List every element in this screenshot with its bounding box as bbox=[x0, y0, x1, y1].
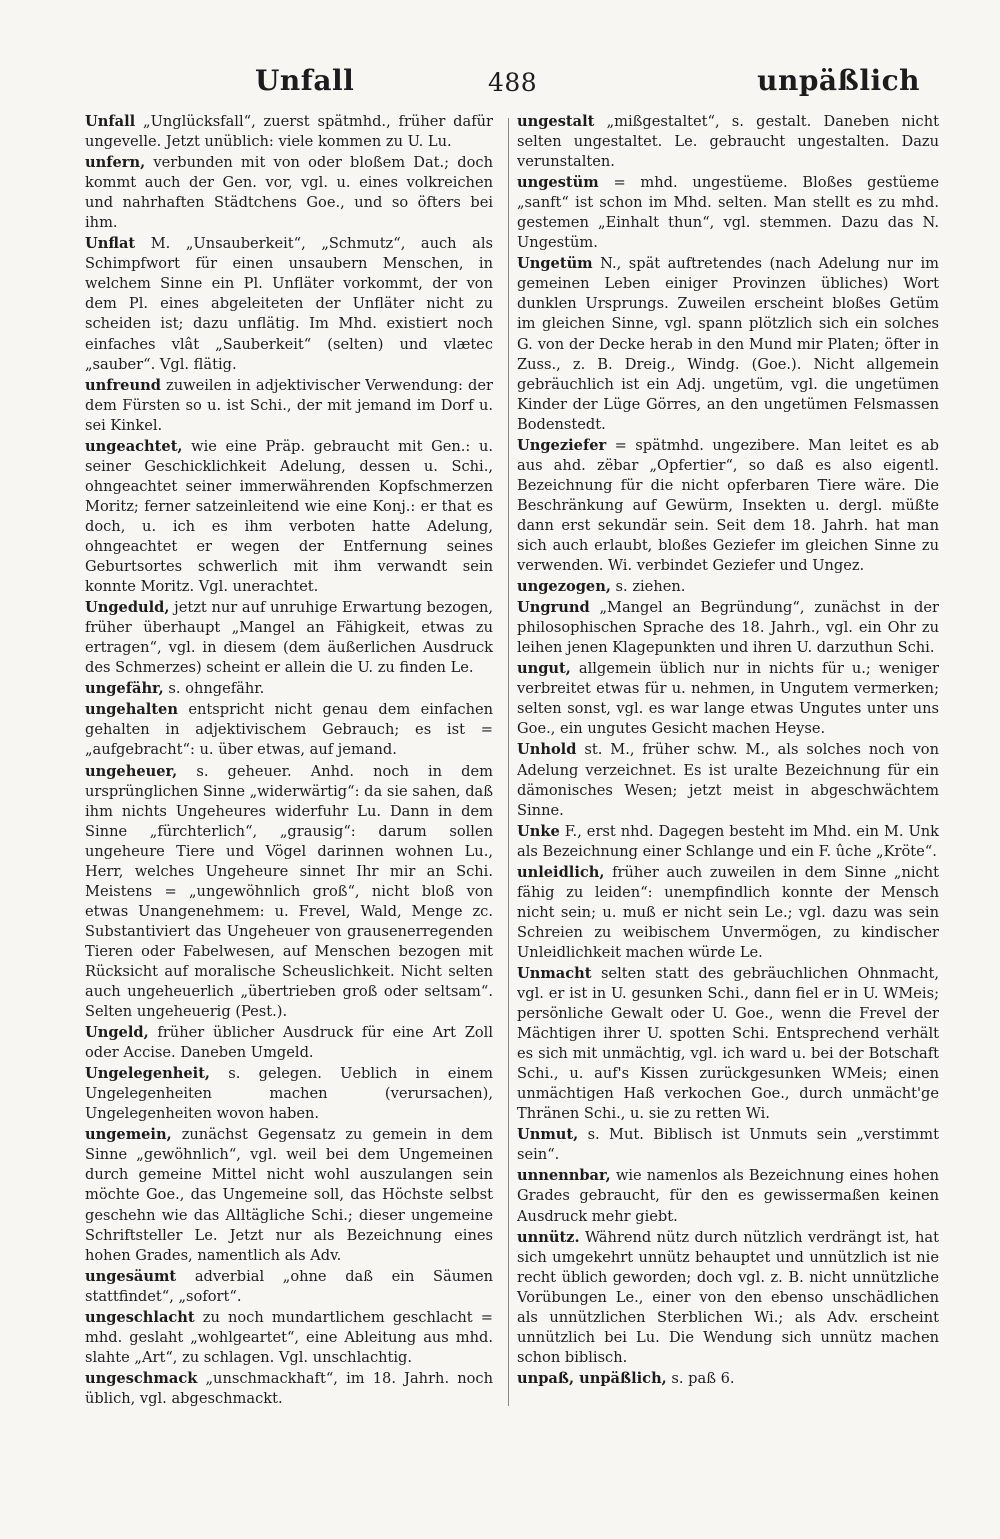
entry-text: s. paß 6. bbox=[666, 1369, 735, 1387]
entry-text: früher üblicher Ausdruck für eine Art Zoll oder Accise. Daneben Umgeld. bbox=[85, 1024, 493, 1062]
entry-headword: ungesäumt bbox=[85, 1267, 177, 1285]
running-head-right: unpäßlich bbox=[757, 64, 920, 97]
entry-text: adverbial „ohne daß ein Säumen stattfindet“, „sofort“. bbox=[85, 1267, 493, 1305]
entry-text: F., erst nhd. Dagegen besteht im Mhd. ein M. Unk als Bezeichnung einer Schlange und ein F. ûche „Kröte“. bbox=[517, 822, 939, 860]
entry-text: s. geheuer. Anhd. noch in dem ursprünglichen Sinne „widerwärtig“: da sie sahen, daß ihm nichts Ungeheures widerfuhr Lu. Dann in dem Sinne „fürchterlich“, „grausig“: darum sollen ungeheure Tiere und Vögel darinnen wohnen Lu., Herr, welches Ungeheure sinnet Ihr mir an Schi. Meistens = „ungewöhnlich groß“, nicht bloß von etwas Unangenehmem: u. Frevel, Wald, Menge zc. Substantiviert das Ungeheuer von grausenerregenden Tieren oder Fabelwesen, auf Menschen bezogen mit Rücksicht auf moralische Scheuslichkeit. Nicht selten auch ungeheuerlich „übertrieben groß oder seltsam“. Selten ungeheuerig (Pest.). bbox=[85, 762, 493, 1021]
entry-text: zunächst Gegensatz zu gemein in dem Sinne „gewöhnlich“, vgl. weil bei dem Ungemeinen durch gemeine Mittel nicht wohl auszulangen sein möchte Goe., das Ungemeine soll, das Höchste selbst geschehn wie das Alltägliche Schi.; dieser ungemeine Schriftsteller Le. Jetzt nur als Bezeichnung eines hohen Grades, namentlich als Adv. bbox=[85, 1126, 493, 1264]
dictionary-entry bbox=[517, 964, 939, 1124]
entry-text: allgemein üblich nur in nichts für u.; weniger verbreitet etwas für u. nehmen, in Ungutem vermerken; selten sonst, vgl. es war lange etwas Ungutes unter uns Goe., ein ungutes Gesicht machen Heyse. bbox=[517, 660, 939, 738]
dictionary-entry bbox=[517, 173, 939, 253]
dictionary-entry bbox=[85, 762, 493, 1023]
dictionary-entry bbox=[85, 112, 493, 152]
entry-headword: Unke bbox=[517, 822, 560, 840]
entry-headword: ungezogen, bbox=[517, 578, 611, 596]
entry-text: entspricht nicht genau dem einfachen gehalten in adjektivischem Gebrauch; es ist = „aufgebracht“: u. über etwas, auf jemand. bbox=[85, 701, 493, 759]
entry-headword: ungemein, bbox=[85, 1126, 172, 1144]
entry-headword: ungestalt bbox=[517, 113, 595, 130]
entry-text: s. ohngefähr. bbox=[163, 680, 265, 698]
entry-headword: ungut, bbox=[517, 660, 571, 678]
entry-text: verbunden mit von oder bloßem Dat.; doch kommt auch der Gen. vor, vgl. u. eines volkreichen und nahrhaften Städtchens Goe., und so öfters bei ihm. bbox=[85, 154, 493, 232]
dictionary-entry bbox=[517, 1125, 939, 1165]
entry-headword: Unflat bbox=[85, 235, 136, 253]
entry-headword: Unmut, bbox=[517, 1126, 579, 1144]
entry-text: „Unglücksfall“, zuerst spätmhd., früher dafür ungevelle. Jetzt unüblich: viele kommen zu U. Lu. bbox=[85, 113, 493, 151]
entry-headword: unfreund bbox=[85, 376, 161, 394]
entry-headword: Ungeziefer bbox=[517, 436, 607, 454]
dictionary-entry bbox=[85, 1369, 493, 1409]
dictionary-entry bbox=[85, 1064, 493, 1124]
dictionary-entry bbox=[85, 1308, 493, 1368]
entry-text: M. „Unsauberkeit“, „Schmutz“, auch als Schimpfwort für einen unsaubern Menschen, in welchem Sinne ein Pl. Unfläter vorkommt, der von dem Pl. eines abgeleiteten der Unfläter nicht zu scheiden ist; dazu unflätig. Im Mhd. existiert noch einfaches vlât „Sauberkeit“ (selten) und vlætec „sauber“. Vgl. flätig. bbox=[85, 235, 493, 373]
dictionary-entry bbox=[517, 740, 939, 820]
entry-text: „Mangel an Begründung“, zunächst in der philosophischen Sprache des 18. Jahrh., vgl. ein Ohr zu leihen jenen Klagepunkten und ihren U. darzuthun Schi. bbox=[517, 599, 939, 657]
entry-headword: ungeschmack bbox=[85, 1369, 198, 1387]
dictionary-entry bbox=[85, 376, 493, 436]
entry-text: früher auch zuweilen in dem Sinne „nicht fähig zu leiden“: unempfindlich konnte der Mensch nicht sein; u. muß er nicht sein Le.; vgl. dazu was sein Schreien zu weibischem Unvermögen, zu kindischer Unleidlichkeit machen würde Le. bbox=[517, 863, 939, 961]
entry-headword: Unmacht bbox=[517, 964, 592, 982]
dictionary-entry bbox=[517, 1166, 939, 1226]
left-column bbox=[85, 112, 493, 1410]
entry-text: wie eine Präp. gebraucht mit Gen.: u. seiner Geschicklichkeit Adelung, dessen u. Schi., ohngeachtet seiner immerwährenden Kopfschmerzen Moritz; ferner satzeinleitend wie eine Konj.: er that es doch, u. ich es ihm verboten hatte Adelung, ohngeachtet er wegen der Entfernung seines Geburtsortes schwerlich mit ihm verwandt sein konnte Moritz. Vgl. unerachtet. bbox=[85, 437, 493, 596]
entry-headword: ungeachtet, bbox=[85, 437, 183, 455]
dictionary-entry bbox=[85, 437, 493, 597]
dictionary-entry bbox=[85, 598, 493, 678]
running-head-left: Unfall bbox=[255, 64, 355, 97]
dictionary-entry bbox=[85, 153, 493, 233]
entry-headword: ungehalten bbox=[85, 701, 178, 719]
entry-text: = spätmhd. ungezibere. Man leitet es ab aus ahd. zëbar „Opfertier“, so daß es also eigentl. Bezeichnung für die nicht opferbaren Tiere wäre. Die Beschränkung auf Gewürm, Insekten u. dergl. müßte dann erst sekundär sein. Seit dem 18. Jahrh. hat man sich auch erlaubt, bloßes Geziefer im gleichen Sinne zu verwenden. Wi. verbindet Geziefer und Ungez. bbox=[517, 436, 939, 575]
dictionary-entry bbox=[85, 1125, 493, 1265]
entry-text: s. gelegen. Ueblich in einem Ungelegenheiten machen (verursachen), Ungelegenheiten wovon haben. bbox=[85, 1065, 493, 1123]
entry-text: „unschmackhaft“, im 18. Jahrh. noch üblich, vgl. abgeschmackt. bbox=[85, 1369, 493, 1407]
entry-headword: Unfall bbox=[85, 113, 136, 130]
dictionary-entry bbox=[517, 863, 939, 963]
dictionary-entry bbox=[85, 679, 493, 699]
entry-headword: unnütz. bbox=[517, 1228, 580, 1246]
entry-headword: Unhold bbox=[517, 741, 577, 759]
page-header bbox=[85, 64, 930, 108]
entry-headword: unfern, bbox=[85, 154, 146, 172]
entry-headword: ungefähr, bbox=[85, 680, 164, 698]
entry-text: wie namenlos als Bezeichnung eines hohen Grades gebraucht, für den es gewissermaßen keinen Ausdruck mehr giebt. bbox=[517, 1167, 939, 1225]
dictionary-entry bbox=[85, 234, 493, 374]
entry-headword: ungeheuer, bbox=[85, 762, 178, 780]
column-divider bbox=[508, 118, 509, 1406]
entry-headword: Ungelegenheit, bbox=[85, 1065, 211, 1083]
dictionary-entry bbox=[85, 1267, 493, 1307]
dictionary-entry bbox=[517, 254, 939, 434]
entry-text: s. Mut. Biblisch ist Unmuts sein „verstimmt sein“. bbox=[517, 1126, 939, 1164]
dictionary-entry bbox=[517, 1369, 939, 1389]
entry-headword: Ungrund bbox=[517, 599, 590, 617]
entry-text: „mißgestaltet“, s. gestalt. Daneben nicht selten ungestaltet. Le. gebraucht ungestalten. Dazu verunstalten. bbox=[517, 113, 939, 171]
right-column bbox=[517, 112, 939, 1390]
entry-headword: ungeschlacht bbox=[85, 1308, 195, 1326]
entry-text: selten statt des gebräuchlichen Ohnmacht, vgl. er ist in U. gesunken Schi., dann fiel er in U. WMeis; persönliche Gewalt oder U. Goe., wenn die Frevel der Mächtigen ihrer U. spotten Schi. Entsprechend verhält es sich mit unmächtig, vgl. ich ward u. bei der Botschaft Schi., u. auf's Kissen zurückgesunken WMeis; einen unmächtigen Haß verkochen Goe., durch unmächt'ge Thränen Schi., u. sie zu retten Wi. bbox=[517, 964, 939, 1123]
dictionary-entry bbox=[85, 1023, 493, 1063]
entry-headword: Ungeld, bbox=[85, 1024, 149, 1042]
entry-text: zu noch mundartlichem geschlacht = mhd. geslaht „wohlgeartet“, eine Ableitung aus mhd. slahte „Art“, zu schlagen. Vgl. unschlachtig. bbox=[85, 1308, 493, 1366]
entry-text: jetzt nur auf unruhige Erwartung bezogen, früher überhaupt „Mangel an Fähigkeit, etwas zu ertragen“, vgl. in diesem (dem äußerlichen Ausdruck des Schmerzes) scheint er allein die U. zu finden Le. bbox=[85, 599, 493, 677]
entry-text: N., spät auftretendes (nach Adelung nur im gemeinen Leben einiger Provinzen übliches) Wort dunklen Ursprungs. Zuweilen erscheint bloßes Getüm im gleichen Sinne, vgl. spann plötzlich sich ein solches G. von der Decke herab in den Mund mir Platen; öfter in Zuss., z. B. Dreig., Windg. (Goe.). Nicht allgemein gebräuchlich ist ein Adj. ungetüm, vgl. die ungetümen Kinder der Lüge Görres, an den ungetümen Felsmassen Bodenstedt. bbox=[517, 255, 939, 433]
dictionary-entry bbox=[517, 1228, 939, 1368]
dictionary-entry bbox=[517, 822, 939, 862]
dictionary-entry bbox=[517, 659, 939, 739]
dictionary-entry bbox=[517, 577, 939, 597]
entry-text: zuweilen in adjektivischer Verwendung: der dem Fürsten so u. ist Schi., der mit jemand im Dorf u. sei Kinkel. bbox=[85, 376, 493, 434]
entry-text: = mhd. ungestüeme. Bloßes gestüeme „sanft“ ist schon im Mhd. selten. Man stellt es zu mhd. gestemen „Einhalt thun“, vgl. stemmen. Dazu das N. Ungestüm. bbox=[517, 174, 939, 252]
entry-text: s. ziehen. bbox=[610, 578, 686, 596]
dictionary-entry bbox=[517, 436, 939, 576]
entry-headword: Ungetüm bbox=[517, 255, 593, 273]
dictionary-entry bbox=[517, 112, 939, 172]
entry-headword: unpaß, unpäßlich, bbox=[517, 1369, 667, 1387]
entry-headword: unleidlich, bbox=[517, 863, 605, 881]
dictionary-entry bbox=[85, 700, 493, 760]
entry-text: st. M., früher schw. M., als solches noch von Adelung verzeichnet. Es ist uralte Bezeichnung für ein dämonisches Wesen; jetzt meist in abgeschwächtem Sinne. bbox=[517, 741, 939, 819]
dictionary-entry bbox=[517, 598, 939, 658]
entry-text: Während nütz durch nützlich verdrängt ist, hat sich umgekehrt unnütz behauptet und unnützlich ist nie recht üblich geworden; doch vgl. z. B. nicht unnützliche Vorübungen Le., einer von den ebenso unschädlichen als unnützlichen Sterblichen Wi.; als Adv. erscheint unnützlich bei Lu. Die Wendung sich unnütz machen schon biblisch. bbox=[517, 1228, 939, 1366]
entry-headword: unnennbar, bbox=[517, 1167, 611, 1185]
entry-headword: Ungeduld, bbox=[85, 599, 170, 617]
entry-headword: ungestüm bbox=[517, 174, 599, 192]
page-number: 488 bbox=[488, 68, 538, 97]
